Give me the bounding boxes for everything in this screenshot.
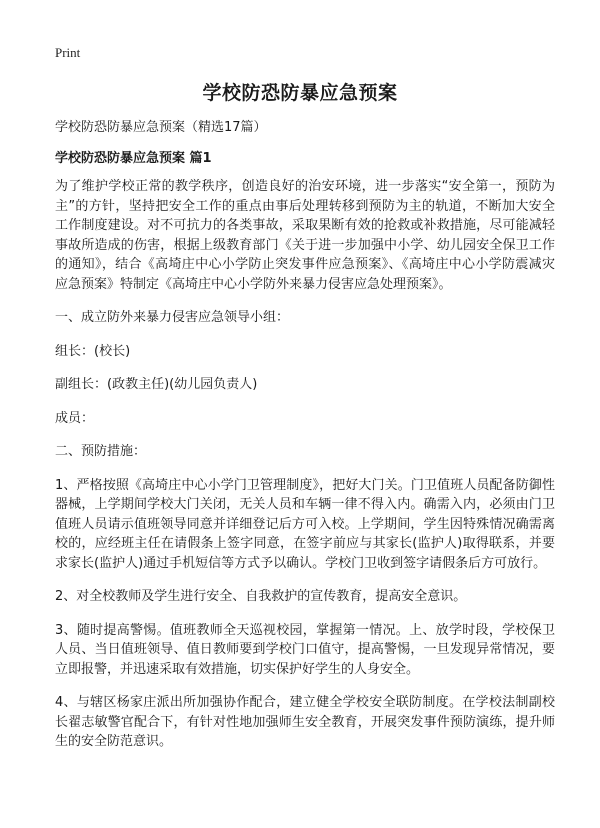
leadership-group-heading: 一、成立防外来暴力侵害应急领导小组： — [55, 310, 290, 325]
prevention-heading: 二、预防措施： — [55, 444, 147, 459]
measure-1-paragraph: 1、严格按照《高埼庄中心小学门卫管理制度》，把好大门关。门卫值班人员配备防御性器械，上学期间学校大门关闭，无关人员和车辆一律不得入内。确需入内，必须由门卫值班人员请示值班领导同意并详细登记后方可入校。上学期间，学生因特殊情况确需离校的，应经班主任在请假条上签字同意，在签字前应与其家长(监护人)取得联系，并要求家长(监护人)通过手机短信等方式予以确认。学校门卫收到签字请假条后方可放行。 — [55, 477, 555, 571]
page-title: 学校防恐防暴应急预案 — [202, 82, 398, 104]
measure-3-paragraph: 3、随时提高警惕。值班教师全天巡视校园，掌握第一情况。上、放学时段，学校保卫人员、当日值班领导、值日教师要到学校门口值守，提高警惕，一旦发现异常情况，要立即报警，并迅速采取有效措施，切实保护好学生的人身安全。 — [55, 622, 555, 677]
members-line: 成员： — [55, 410, 95, 426]
deputy-leader-line: 副组长：(政教主任)(幼儿园负责人) — [55, 377, 258, 392]
document-body — [55, 118, 555, 766]
group-leader-line: 组长：(校长) — [55, 343, 131, 359]
intro-paragraph: 为了维护学校正常的教学秩序，创造良好的治安环境，进一步落实“安全第一，预防为主”的方针，坚持把安全工作的重点由事后处理转移到预防为主的轨道，不断加大安全工作制度建设。对不可抗力的各类事故，采取果断有效的抢救或补救措施，尽可能减轻事故所造成的伤害，根据上级教育部门《关于进一步加强中小学、幼儿园安全保卫工作的通知》，结合《高埼庄中心小学防止突发事件应急预案》、《高埼庄中心小学防震减灾应急预案》特制定《高埼庄中心小学防外来暴力侵害应急处理预案》。 — [55, 179, 555, 292]
section-heading: 学校防恐防暴应急预案 篇1 — [55, 151, 212, 166]
document-subtitle: 学校防恐防暴应急预案（精选17篇） — [55, 120, 267, 135]
measure-4-paragraph: 4、与辖区杨家庄派出所加强协作配合，建立健全学校安全联防制度。在学校法制副校长翟志敏警官配合下，有针对性地加强师生安全教育，开展突发事件预防演练，提升师生的安全防范意识。 — [55, 695, 555, 749]
measure-2-paragraph: 2、对全校教师及学生进行安全、自我救护的宣传教育，提高安全意识。 — [55, 589, 467, 604]
print-link[interactable]: Print — [55, 45, 81, 60]
